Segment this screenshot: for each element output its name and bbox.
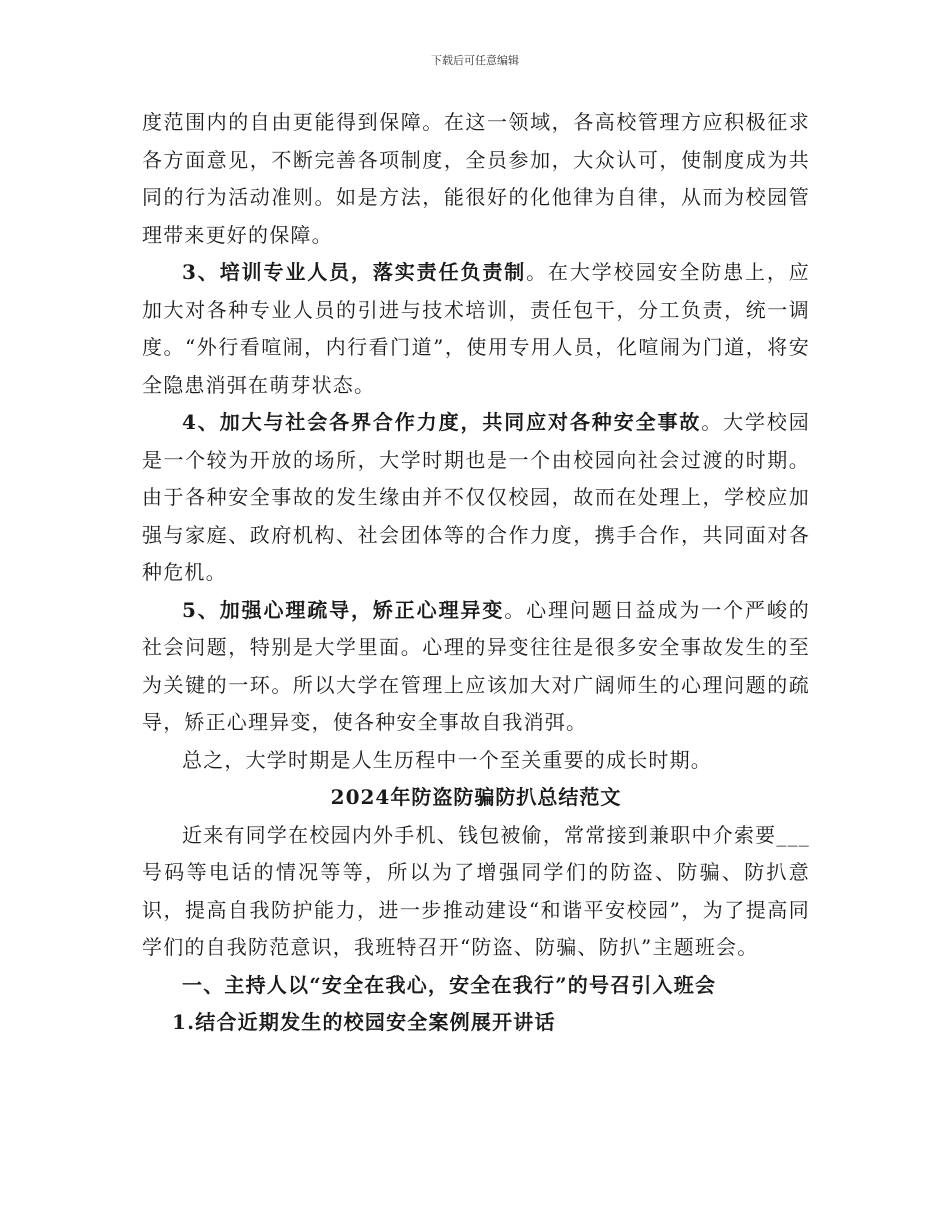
paragraph-item-3 bbox=[142, 254, 810, 404]
section-heading-1: 一、主持人以“安全在我心，安全在我行”的号召引入班会 bbox=[182, 972, 717, 997]
item-3-body: 。在大学校园安全防患上，应加大对各种专业人员的引进与技术培训，责任包干，分工负责，统一调度。“外行看喧闹，内行看门道”，使用专用人员，化喧闹为门道，将安全隐患消弭在萌芽状态。 bbox=[142, 260, 810, 397]
paragraph-conclusion: 总之，大学时期是人生历程中一个至关重要的成长时期。 bbox=[182, 747, 712, 772]
page-header: 下载后可任意编辑 bbox=[431, 54, 519, 67]
subsection-heading-1: 1.结合近期发生的校园安全案例展开讲话 bbox=[172, 1010, 556, 1034]
paragraph-intro: 近来有同学在校园内外手机、钱包被偷，常常接到兼职中介索要___号码等电话的情况等等，所以为了增强同学们的防盗、防骗、防扒意识，提高自我防护能力，进一步推动建设“和谐平安校园”，为了提高同学们的自我防范意识，我班特召开“防盗、防骗、防扒”主题班会。 bbox=[142, 822, 810, 959]
item-4-body: 。大学校园是一个较为开放的场所，大学时期也是一个由校园向社会过渡的时期。由于各种安全事故的发生缘由并不仅仅校园，故而在处理上，学校应加强与家庭、政府机构、社会团体等的合作力度，携手合作，共同面对各种危机。 bbox=[142, 410, 811, 584]
section-title: 2024年防盗防骗防扒总结范文 bbox=[330, 785, 622, 809]
item-3-heading: 3、培训专业人员，落实责任负责制 bbox=[182, 260, 527, 284]
paragraph-continuation: 度范围内的自由更能得到保障。在这一领域，各高校管理方应积极征求各方面意见，不断完善各项制度，全员参加，大众认可，使制度成为共同的行为活动准则。如是方法，能很好的化他律为自律，从而为校园管理带来更好的保障。 bbox=[142, 110, 810, 247]
document-body bbox=[142, 104, 810, 1042]
item-5-heading: 5、加强心理疏导，矫正心理异变 bbox=[182, 597, 505, 622]
item-5-body: 。心理问题日益成为一个严峻的社会问题，特别是大学里面。心理的异变往往是很多安全事故发生的至为关键的一环。所以大学在管理上应该加大对广阔师生的心理问题的疏导，矫正心理异变，使各种安全事故自我消弭。 bbox=[142, 597, 810, 734]
paragraph-item-4 bbox=[142, 404, 810, 592]
item-4-heading: 4、加大与社会各界合作力度，共同应对各种安全事故 bbox=[182, 410, 702, 434]
paragraph-item-5 bbox=[142, 592, 810, 742]
